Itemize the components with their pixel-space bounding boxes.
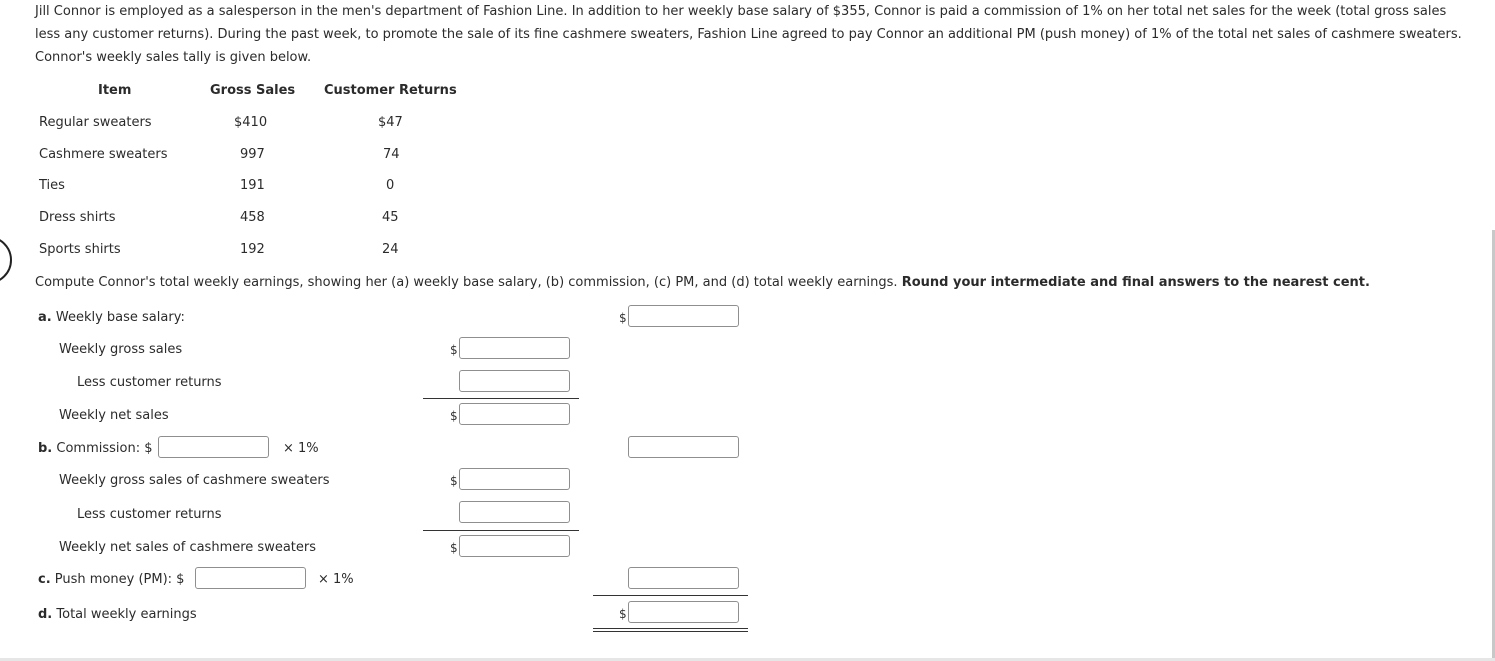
net-cashmere-label: Weekly net sales of cashmere sweaters xyxy=(59,540,316,555)
row-item: Regular sweaters xyxy=(39,115,152,130)
dollar-sign: $ xyxy=(450,343,458,357)
dollar-sign: $ xyxy=(450,409,458,423)
less-returns-label: Less customer returns xyxy=(77,375,222,390)
dollar-sign: $ xyxy=(619,311,627,325)
row-gross: 191 xyxy=(240,178,265,193)
double-rule xyxy=(593,628,748,632)
base-salary-input[interactable] xyxy=(628,305,739,327)
customer-returns-input[interactable] xyxy=(459,370,570,392)
row-returns: $47 xyxy=(378,115,403,130)
row-returns: 24 xyxy=(382,242,399,257)
gross-cashmere-input[interactable] xyxy=(459,468,570,490)
total-earnings-input[interactable] xyxy=(628,601,739,623)
side-tab-decoration xyxy=(0,236,12,284)
row-item: Dress shirts xyxy=(39,210,116,225)
total-rule xyxy=(593,595,748,596)
times-one-percent: × 1% xyxy=(283,441,319,456)
instruction-text: Compute Connor's total weekly earnings, showing her (a) weekly base salary, (b) commission, (c) PM, and (d) total weekly earnings. xyxy=(35,275,898,290)
row-item: Cashmere sweaters xyxy=(39,147,168,162)
row-returns: 0 xyxy=(386,178,395,193)
part-b-label xyxy=(38,441,153,456)
row-item: Sports shirts xyxy=(39,242,121,257)
gross-cashmere-label: Weekly gross sales of cashmere sweaters xyxy=(59,473,330,488)
header-gross-sales: Gross Sales xyxy=(210,83,296,98)
dollar-sign: $ xyxy=(450,541,458,555)
part-a-text: Weekly base salary: xyxy=(55,310,185,325)
part-a-letter: a. xyxy=(38,310,52,325)
row-returns: 45 xyxy=(382,210,399,225)
row-item: Ties xyxy=(39,178,65,193)
commission-base-input[interactable] xyxy=(158,436,269,458)
commission-input[interactable] xyxy=(628,436,739,458)
weekly-gross-sales-label: Weekly gross sales xyxy=(59,342,183,357)
row-returns: 74 xyxy=(383,147,400,162)
part-d-label xyxy=(38,607,197,622)
header-item: Item xyxy=(98,83,132,98)
cashmere-returns-input[interactable] xyxy=(459,501,570,523)
weekly-net-sales-label: Weekly net sales xyxy=(59,408,169,423)
subtotal-rule xyxy=(423,530,579,531)
problem-intro: Jill Connor is employed as a salesperson in the men's department of Fashion Line. In addition to her weekly base salary of $355, Connor is paid a commission of 1% on her total net sales for the week (total gross sales less any customer returns). During the past week, to promote the sale of its fine cashmere sweaters, Fashion Line agreed to pay Connor an additional PM (push money) of 1% of the total net sales of cashmere sweaters. Connor's weekly sales tally is given below. xyxy=(35,4,1462,65)
row-gross: 458 xyxy=(240,210,265,225)
dollar-sign: $ xyxy=(619,607,627,621)
part-d-text: Total weekly earnings xyxy=(56,607,197,622)
dollar-sign: $ xyxy=(450,474,458,488)
part-b-text: Commission: $ xyxy=(56,441,153,456)
part-c-text: Push money (PM): $ xyxy=(54,572,185,587)
part-b-letter: b. xyxy=(38,441,53,456)
row-gross: 192 xyxy=(240,242,265,257)
push-money-input[interactable] xyxy=(628,567,739,589)
part-d-letter: d. xyxy=(38,607,53,622)
part-c-label xyxy=(38,572,184,587)
weekly-net-sales-input[interactable] xyxy=(459,403,570,425)
row-gross: $410 xyxy=(234,115,268,130)
part-c-letter: c. xyxy=(38,572,51,587)
instruction-bold: Round your intermediate and final answers to the nearest cent. xyxy=(901,275,1370,290)
less-returns-cashmere-label: Less customer returns xyxy=(77,507,222,522)
row-gross: 997 xyxy=(240,147,265,162)
times-one-percent: × 1% xyxy=(318,572,354,587)
part-a-label xyxy=(38,310,185,325)
instruction xyxy=(35,275,1370,290)
header-customer-returns: Customer Returns xyxy=(324,83,457,98)
weekly-gross-sales-input[interactable] xyxy=(459,337,570,359)
subtotal-rule xyxy=(423,398,579,399)
pm-base-input[interactable] xyxy=(195,567,306,589)
net-cashmere-input[interactable] xyxy=(459,535,570,557)
